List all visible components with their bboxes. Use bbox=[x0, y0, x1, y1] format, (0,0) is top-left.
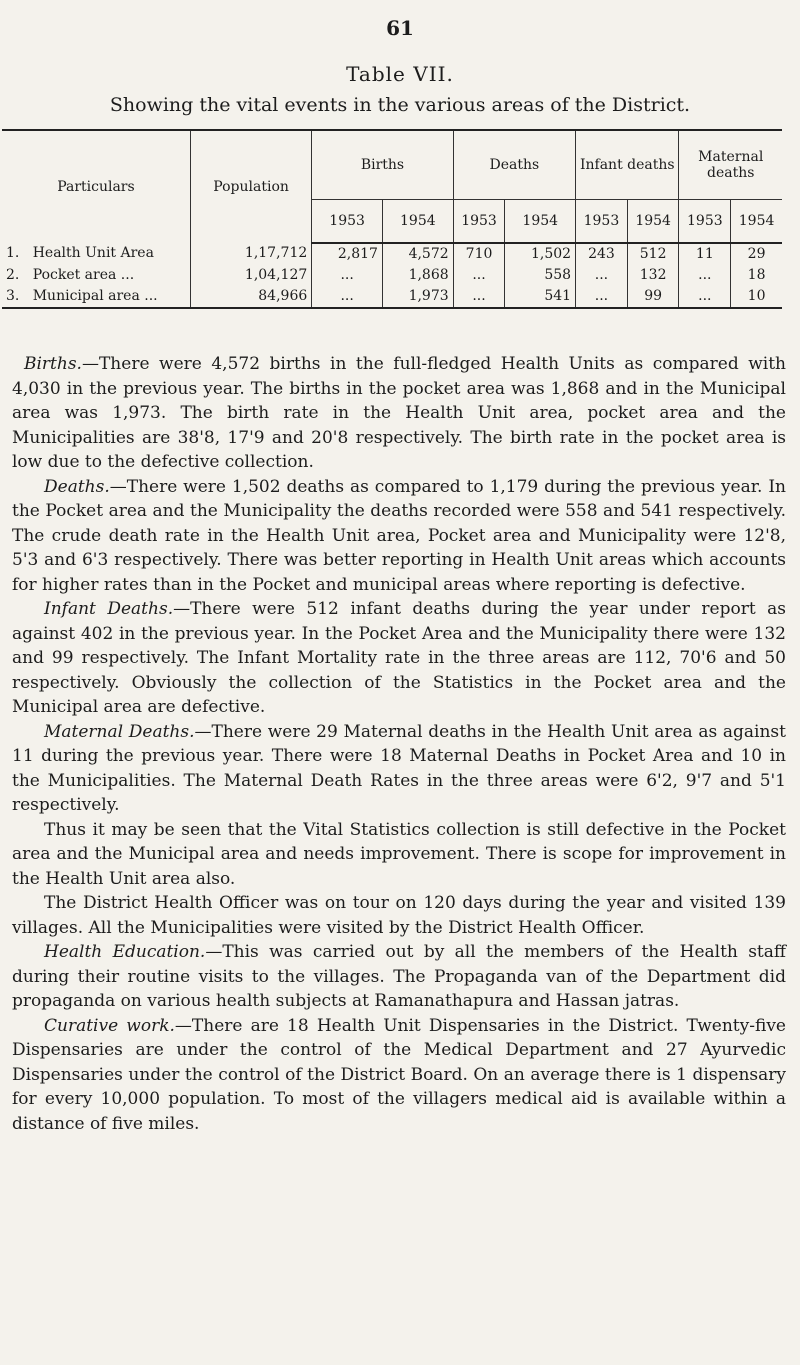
cell-maternal-1954: 10 bbox=[731, 286, 782, 308]
row-name: Municipal area ... bbox=[32, 288, 158, 304]
paragraph-health-education bbox=[12, 940, 786, 1014]
cell-deaths-1954: 1,502 bbox=[505, 243, 576, 265]
paragraph-text: —There were 4,572 births in the full-fledged Health Units as compared with 4,030 in the previous year. The births in the pocket area was 1,868 and in the Municipal area was 1,973. The birth rate in the Health Unit area, pocket area and the Municipalities are 38'8, 17'9 and 20'8 respectively. The birth rate in the pocket area is low due to the defective collection. bbox=[12, 354, 786, 472]
cell-infant-1954: 512 bbox=[627, 243, 679, 265]
paragraph-text: —There were 512 infant deaths during the year under report as against 402 in the previous year. In the Pocket Area and the Municipality there were 132 and 99 respectively. The Infant Mortality rate in the three areas are 112, 70'6 and 50 respectively. Obviously the collection of the Statistics in the Pocket area and the Municipal area are defective. bbox=[12, 599, 786, 717]
paragraph-text: —There were 1,502 deaths as compared to 1,179 during the previous year. In the Pocket area and the Municipality the deaths recorded were 558 and 541 respectively. The crude death rate in the Health Unit area, Pocket area and Municipality were 12'8, 5'3 and 6'3 respectively. There was better reporting in Health Unit areas which accounts for higher rates than in the Pocket and municipal areas where reporting is defective. bbox=[12, 476, 786, 595]
cell-births-1954: 1,973 bbox=[382, 286, 453, 308]
vital-events-table bbox=[2, 129, 782, 309]
header-deaths: Deaths bbox=[453, 130, 575, 200]
paragraph-text: The District Health Officer was on tour on 120 days during the year and visited 139 villages. All the Municipalities were visited by the District Health Officer. bbox=[12, 893, 786, 938]
cell-population: 84,966 bbox=[190, 286, 311, 308]
cell-births-1954: 1,868 bbox=[382, 265, 453, 286]
cell-deaths-1954: 558 bbox=[505, 265, 576, 286]
cell-births-1954: 4,572 bbox=[382, 243, 453, 265]
paragraph-text: —This was carried out by all the members of the Health staff during their routine visits to the villages. The Propaganda van of the Department did propaganda on various health subjects at Ramanathapura and Hassan jatras. bbox=[12, 942, 786, 1011]
row-particulars bbox=[2, 265, 190, 286]
row-number: 2. bbox=[6, 267, 20, 283]
header-maternal-deaths: Maternal deaths bbox=[679, 130, 782, 200]
paragraph-maternal-deaths bbox=[12, 720, 786, 818]
header-infant-1953: 1953 bbox=[576, 200, 628, 244]
cell-deaths-1953: ... bbox=[453, 286, 505, 308]
paragraph-deaths bbox=[12, 475, 786, 598]
row-particulars bbox=[2, 286, 190, 308]
table-row bbox=[2, 286, 782, 308]
cell-infant-1954: 99 bbox=[627, 286, 679, 308]
cell-maternal-1954: 18 bbox=[731, 265, 782, 286]
cell-infant-1953: ... bbox=[576, 265, 628, 286]
header-maternal-1954: 1954 bbox=[731, 200, 782, 244]
cell-births-1953: 2,817 bbox=[312, 243, 383, 265]
row-name: Health Unit Area bbox=[32, 245, 154, 261]
header-deaths-1953: 1953 bbox=[453, 200, 505, 244]
paragraph-lead: Deaths. bbox=[44, 476, 110, 497]
body-text bbox=[12, 352, 786, 1136]
cell-deaths-1954: 541 bbox=[505, 286, 576, 308]
paragraph-births bbox=[12, 352, 786, 475]
table-row bbox=[2, 265, 782, 286]
page-number: 61 bbox=[386, 16, 414, 40]
header-births-1954: 1954 bbox=[382, 200, 453, 244]
cell-population: 1,17,712 bbox=[190, 243, 311, 265]
paragraph-text: —There are 18 Health Unit Dispensaries in the District. Twenty-five Dispensaries are under the control of the Medical Department and 27 Ayurvedic Dispensaries under the control of the District Board. On an average there is 1 dispensary for every 10,000 population. To most of the villagers medical aid is available within a distance of five miles. bbox=[12, 1015, 786, 1134]
table-caption: Showing the vital events in the various areas of the District. bbox=[109, 94, 691, 116]
cell-maternal-1953: 11 bbox=[679, 243, 731, 265]
table-title: Table VII. bbox=[346, 62, 454, 86]
header-maternal-1953: 1953 bbox=[679, 200, 731, 244]
header-infant-1954: 1954 bbox=[627, 200, 679, 244]
paragraph-tour bbox=[12, 891, 786, 940]
row-name: Pocket area ... bbox=[32, 267, 135, 283]
cell-infant-1954: 132 bbox=[627, 265, 679, 286]
header-infant-deaths: Infant deaths bbox=[576, 130, 679, 200]
paragraph-lead: Infant Deaths. bbox=[44, 599, 174, 619]
paragraph-lead: Births. bbox=[24, 354, 82, 374]
paragraph-lead: Maternal Deaths. bbox=[44, 721, 195, 742]
paragraph-lead: Curative work. bbox=[44, 1015, 175, 1036]
header-deaths-1954: 1954 bbox=[505, 200, 576, 244]
paragraph-curative-work bbox=[12, 1014, 786, 1137]
paragraph-summary bbox=[12, 818, 786, 892]
paragraph-infant-deaths bbox=[12, 597, 786, 720]
row-particulars bbox=[2, 243, 190, 265]
header-population: Population bbox=[190, 130, 311, 243]
header-particulars: Particulars bbox=[57, 179, 135, 195]
row-number: 3. bbox=[6, 288, 20, 304]
paragraph-lead: Health Education. bbox=[44, 942, 206, 962]
cell-maternal-1954: 29 bbox=[731, 243, 782, 265]
cell-deaths-1953: 710 bbox=[453, 243, 505, 265]
cell-infant-1953: 243 bbox=[576, 243, 628, 265]
cell-births-1953: ... bbox=[312, 265, 383, 286]
cell-maternal-1953: ... bbox=[679, 265, 731, 286]
table-row bbox=[2, 243, 782, 265]
header-births: Births bbox=[312, 130, 453, 200]
cell-population: 1,04,127 bbox=[190, 265, 311, 286]
row-number: 1. bbox=[6, 245, 20, 261]
paragraph-text: —There were 29 Maternal deaths in the Health Unit area as against 11 during the previous year. There were 18 Maternal Deaths in Pocket Area and 10 in the Municipalities. The Maternal Death Rates in the three areas were 6'2, 9'7 and 5'1 respectively. bbox=[12, 721, 786, 815]
cell-deaths-1953: ... bbox=[453, 265, 505, 286]
cell-maternal-1953: ... bbox=[679, 286, 731, 308]
paragraph-text: Thus it may be seen that the Vital Statistics collection is still defective in the Pocket area and the Municipal area and needs improvement. There is scope for improvement in the Health Unit area also. bbox=[12, 819, 786, 889]
cell-infant-1953: ... bbox=[576, 286, 628, 308]
cell-births-1953: ... bbox=[312, 286, 383, 308]
header-births-1953: 1953 bbox=[312, 200, 383, 244]
